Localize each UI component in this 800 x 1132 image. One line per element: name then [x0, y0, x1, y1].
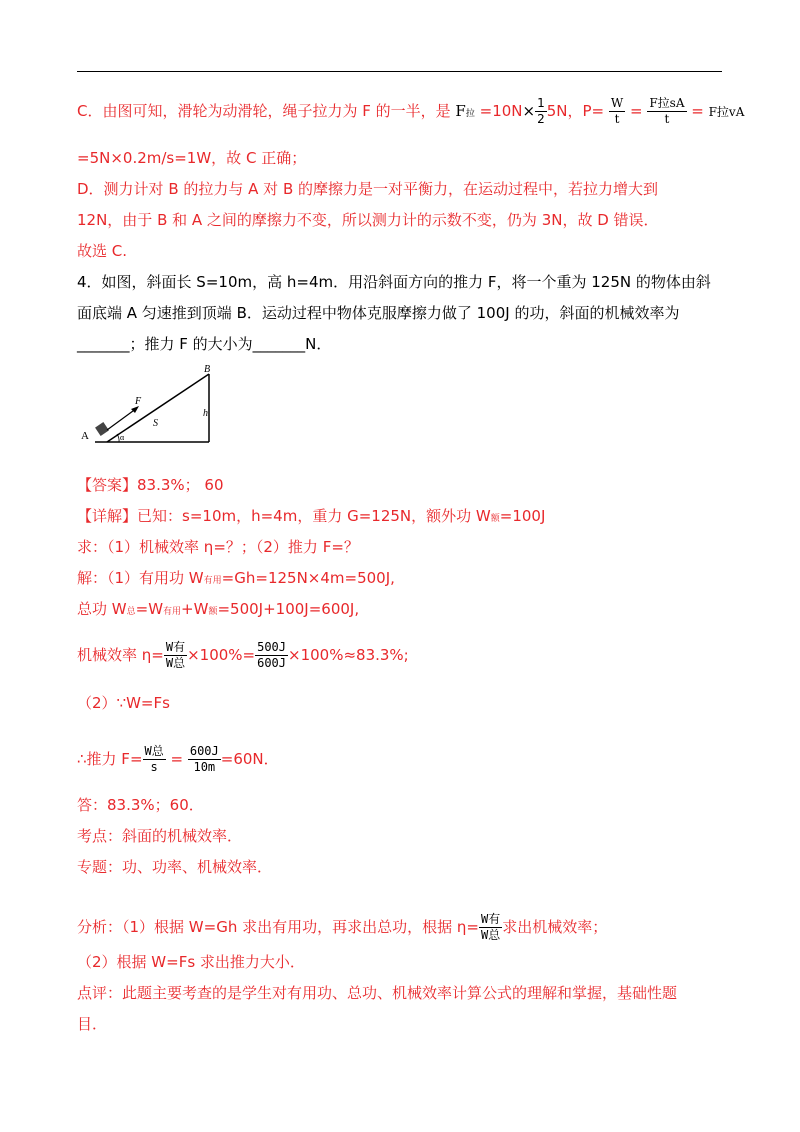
force-value-fraction: $\frac{600J}{10m}$ [189, 744, 219, 774]
times-sign: × [522, 102, 536, 120]
total-work-line: 总功 W总=W有用+W额=500J+100J=600J, [77, 600, 360, 618]
label-a: A [81, 430, 89, 442]
efficiency-fraction: $\frac{\text{W有}}{\text{W总}}$ [165, 640, 186, 670]
part-2-line: （2）∵W=Fs [77, 694, 170, 712]
incline-diagram [77, 360, 217, 452]
label-b: B [204, 364, 211, 375]
answer-line [77, 475, 224, 495]
force-fraction: $\frac{\text{W总}}{s}$ [144, 744, 164, 774]
label-f: F [135, 396, 142, 407]
option-c-text: C．由图可知，滑轮为动滑轮，绳子拉力为 F 的一半，是 [77, 102, 456, 120]
answer-tag: 【答案】 [77, 476, 138, 494]
power-eq: 5N，P= [546, 102, 609, 120]
option-d-line-2: 12N，由于 B 和 A 之间的摩擦力不变，所以测力计的示数不变，仍为 3N，故 D 错误． [77, 211, 659, 229]
detail-tag: 【详解】 [77, 507, 138, 525]
fs-over-t-fraction: $\frac{\text{F拉sA}}{t}$ [649, 96, 685, 126]
header-rule [77, 71, 722, 72]
choose-line: 故选 C. [77, 242, 128, 260]
analysis-line-2: （2）根据 W=Fs 求出推力大小． [77, 953, 305, 971]
question-4-line-2: 面底端 A 匀速推到顶端 B．运动过程中物体克服摩擦力做了 100J 的功，斜面的机械效率为 [77, 304, 680, 322]
zhuanti-line: 专题：功、功率、机械效率． [77, 858, 273, 876]
comment-line-2: 目． [77, 1015, 108, 1033]
question-4-line-1: 4．如图，斜面长 S=10m，高 h=4m．用沿斜面方向的推力 F，将一个重为 125N 的物体由斜 [77, 273, 711, 291]
ask-line: 求：（1）机械效率 η=？；（2）推力 F=？ [77, 538, 359, 556]
label-alpha: α [120, 433, 125, 442]
fv-term: F拉vA [708, 105, 745, 119]
eq-sign: = [625, 102, 648, 120]
efficiency-line: 机械效率 η= $\frac{\text{W有}}{\text{W总}}$ ×100%= $\frac{500J}{600J}$ ×100%≈83.3%; [77, 640, 409, 670]
option-c-line [77, 96, 744, 127]
given-line: 【详解】已知：s=10m，h=4m，重力 G=125N，额外功 W额=100J [77, 507, 546, 525]
eq-sign-2: = [686, 102, 709, 120]
analysis-fraction: $\frac{\text{W有}}{\text{W总}}$ [480, 912, 501, 942]
half-fraction: $\frac{1}{2}$ [537, 96, 545, 126]
answer-value: 83.3%； 60 [137, 476, 224, 494]
kaodian-line: 考点：斜面的机械效率． [77, 827, 243, 845]
answer-2-line: 答：83.3%；60． [77, 796, 204, 814]
label-h: h [203, 408, 208, 419]
efficiency-value-fraction: $\frac{500J}{600J}$ [257, 640, 287, 670]
useful-work-line: 解：（1）有用功 W有用=Gh=125N×4m=500J, [77, 569, 395, 587]
option-d-line: D．测力计对 B 的拉力与 A 对 B 的摩擦力是一对平衡力，在运动过程中，若拉力增大到 [77, 180, 659, 198]
block-icon [95, 422, 109, 436]
label-s: S [153, 418, 158, 429]
comment-line: 点评：此题主要考查的是学生对有用功、总功、机械效率计算公式的理解和掌握，基础性题 [77, 984, 678, 1002]
w-over-t-fraction: $\frac{W}{t}$ [610, 96, 624, 126]
eq-10n: =10N [474, 102, 523, 120]
analysis-line: 分析：（1）根据 W=Gh 求出有用功，再求出总功，根据 η= $\frac{\text{W有}}{\text{W总}}$ 求出机械效率； [77, 912, 608, 942]
force-line: ∴推力 F= $\frac{\text{W总}}{s}$ = $\frac{600J}{10m}$ =60N． [77, 744, 279, 774]
question-4-line-3: _______；推力 F 的大小为_______N． [77, 335, 332, 353]
f-symbol: F拉 [455, 102, 475, 120]
calc-line: =5N×0.2m/s=1W，故 C 正确； [77, 149, 307, 167]
